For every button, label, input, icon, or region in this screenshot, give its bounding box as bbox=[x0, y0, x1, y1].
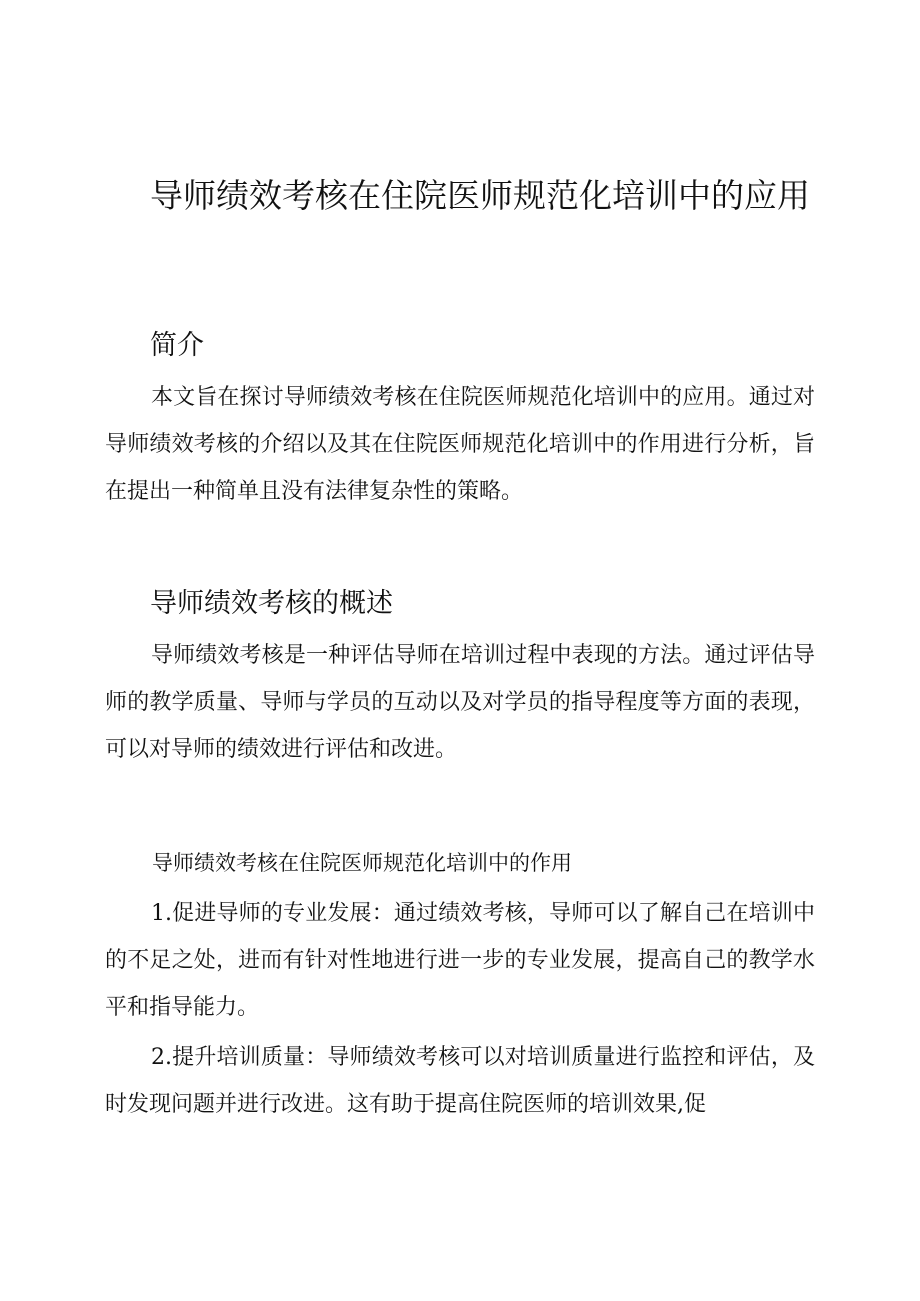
section-heading-overview: 导师绩效考核的概述 bbox=[150, 588, 393, 619]
paragraph-overview: 导师绩效考核是一种评估导师在培训过程中表现的方法。通过评估导师的教学质量、导师与学员的互动以及对学员的指导程度等方面的表现，可以对导师的绩效进行评估和改进。 bbox=[105, 643, 815, 762]
section-heading-role: 导师绩效考核在住院医师规范化培训中的作用 bbox=[152, 851, 572, 875]
document-title: 导师绩效考核在住院医师规范化培训中的应用 bbox=[150, 176, 810, 215]
section-heading-intro: 简介 bbox=[150, 330, 204, 361]
paragraph-intro: 本文旨在探讨导师绩效考核在住院医师规范化培训中的应用。通过对导师绩效考核的介绍以及其在住院医师规范化培训中的作用进行分析，旨在提出一种简单且没有法律复杂性的策略。 bbox=[105, 385, 815, 504]
paragraph-role-item-1: 1.促进导师的专业发展：通过绩效考核，导师可以了解自己在培训中的不足之处，进而有针对性地进行进一步的专业发展，提高自己的教学水平和指导能力。 bbox=[105, 901, 815, 1020]
paragraph-role-item-2: 2.提升培训质量：导师绩效考核可以对培训质量进行监控和评估，及时发现问题并进行改进。这有助于提高住院医师的培训效果,促 bbox=[105, 1045, 815, 1117]
